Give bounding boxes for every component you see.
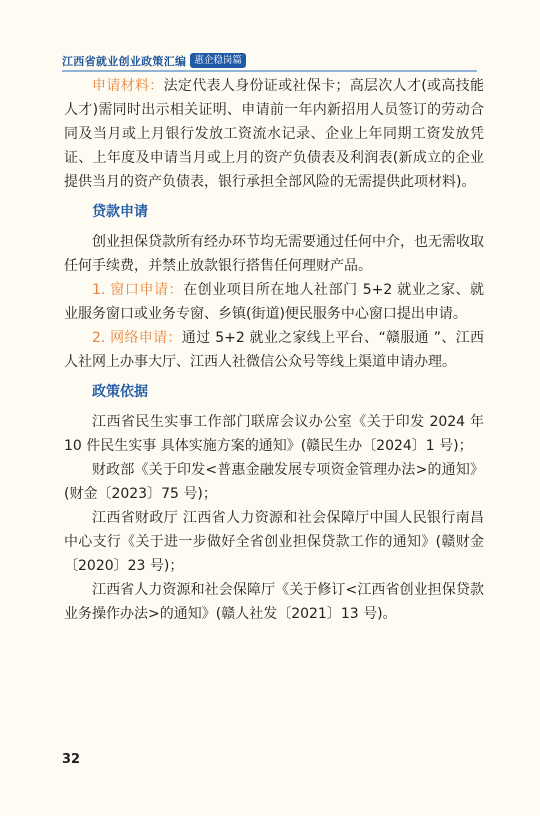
window-application-paragraph bbox=[64, 278, 484, 326]
basis-item: 江西省财政厅 江西省人力资源和社会保障厅中国人民银行南昌中心支行《关于进一步做好全省创业担保贷款工作的通知》(赣财金〔2020〕23 号)； bbox=[64, 510, 484, 574]
window-text: 在创业项目所在地人社部门 5+2 就业之家、就业服务窗口或业务专窗、乡镇(街道)便民服务中心窗口提出申请。 bbox=[64, 282, 484, 322]
materials-paragraph bbox=[64, 74, 484, 194]
running-header bbox=[62, 52, 246, 69]
materials-text: 法定代表人身份证或社保卡；高层次人才(或高技能人才)需同时出示相关证明、申请前一年内新招用人员签订的劳动合同及当月或上月银行发放工资流水记录、企业上年同期工资发放凭证、上年度及申请当月或上月的资产负债表及利润表(新成立的企业提供当月的资产负债表，银行承担全部风险的无需提供此项材料)。 bbox=[64, 78, 485, 190]
basis-item: 江西省人力资源和社会保障厅《关于修订<江西省创业担保贷款业务操作办法>的通知》(赣人社发〔2021〕13 号)。 bbox=[64, 582, 484, 622]
window-lead: 1. 窗口申请： bbox=[92, 282, 184, 298]
online-application-paragraph bbox=[64, 326, 484, 374]
page-number: 32 bbox=[62, 752, 81, 767]
header-rule bbox=[62, 70, 477, 72]
page-content bbox=[64, 74, 484, 626]
online-lead: 2. 网络申请： bbox=[92, 330, 182, 346]
loan-application-heading: 贷款申请 bbox=[92, 204, 148, 220]
header-badge: 惠企稳岗篇 bbox=[190, 53, 246, 68]
header-title: 江西省就业创业政策汇编 bbox=[62, 54, 187, 68]
online-text: 通过 5+2 就业之家线上平台、“赣服通 ”、江西人社网上办事大厅、江西人社微信公众号等线上渠道申请办理。 bbox=[64, 330, 484, 370]
basis-item: 财政部《关于印发<普惠金融发展专项资金管理办法>的通知》(财金〔2023〕75 号)； bbox=[64, 462, 484, 502]
policy-basis-heading: 政策依据 bbox=[92, 384, 148, 400]
materials-lead: 申请材料： bbox=[92, 78, 164, 94]
basis-item: 江西省民生实事工作部门联席会议办公室《关于印发 2024 年 10 件民生实事 具体实施方案的通知》(赣民生办〔2024〕1 号)； bbox=[64, 414, 484, 454]
loan-intro-paragraph: 创业担保贷款所有经办环节均无需要通过任何中介，也无需收取任何手续费，并禁止放款银行搭售任何理财产品。 bbox=[64, 234, 484, 274]
